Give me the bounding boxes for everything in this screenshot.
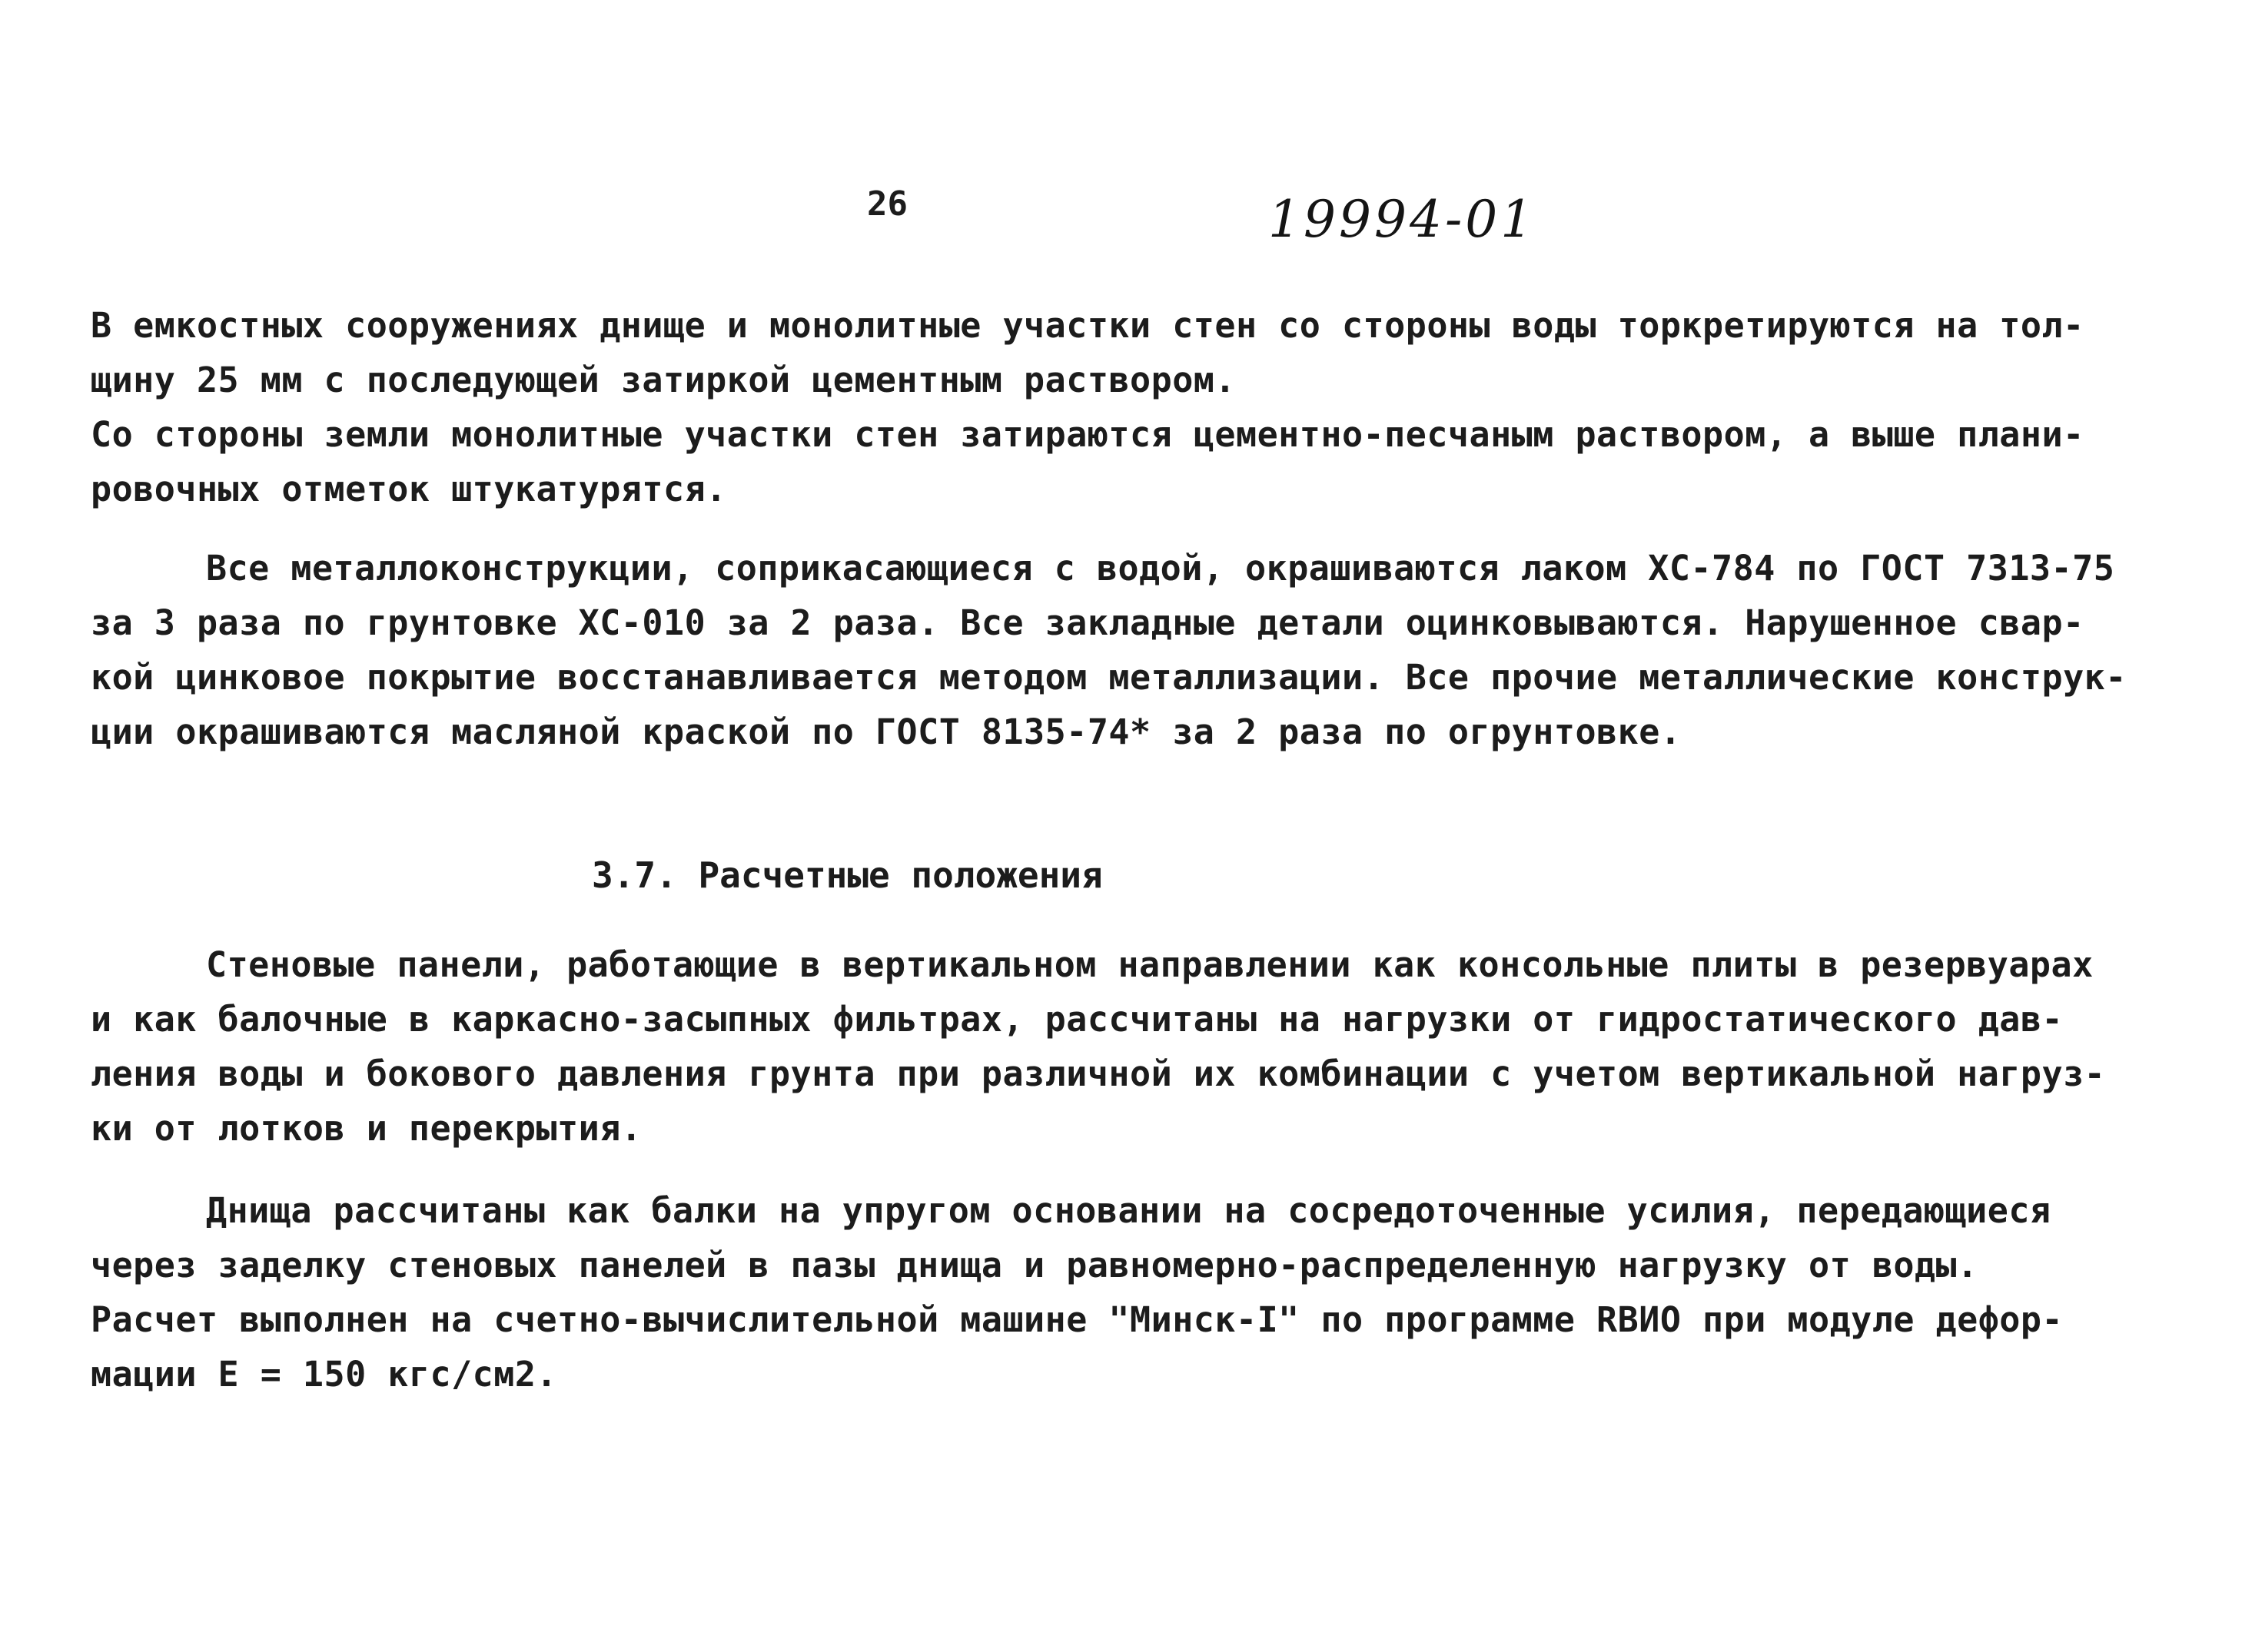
text-line: щину 25 мм с последующей затиркой цементным раствором.: [91, 360, 1236, 400]
text-line: за 3 раза по грунтовке ХС-010 за 2 раза. Все закладные детали оцинковываются. Нарушенное свар-: [91, 602, 2084, 643]
text-line: ции окрашиваются масляной краской по ГОСТ 8135-74* за 2 раза по огрунтовке.: [91, 712, 1682, 752]
text-line: мации Е = 150 кгс/см2.: [91, 1354, 558, 1395]
text-line: В емкостных сооружениях днище и монолитные участки стен со стороны воды торкретируются на тол-: [91, 305, 2084, 346]
page-number: 26: [867, 184, 908, 224]
text-line: Расчет выполнен на счетно-вычислительной машине "Минск-I" по программе RВИО при модуле дефор-: [91, 1299, 2064, 1340]
document-code-handwritten: 19994-01: [1268, 190, 1536, 249]
paragraph-wall-panels: [91, 937, 2166, 1156]
text-line: кой цинковое покрытие восстанавливается методом металлизации. Все прочие металлические конструк-: [91, 657, 2127, 698]
paragraph-metal-coating: [91, 541, 2166, 759]
paragraph-concrete-finishing: [91, 298, 2166, 516]
text-line: Со стороны земли монолитные участки стен затираются цементно-песчаным раствором, а выше плани-: [91, 414, 2084, 455]
paragraph-bottom-slabs: [91, 1183, 2166, 1402]
text-line: через заделку стеновых панелей в пазы днища и равномерно-распределенную нагрузку от воды.: [91, 1245, 1978, 1285]
text-line: Все металлоконструкции, соприкасающиеся с водой, окрашиваются лаком ХС-784 по ГОСТ 7313-75: [206, 548, 2115, 589]
text-line: ровочных отметок штукатурятся.: [91, 469, 727, 509]
text-line: и как балочные в каркасно-засыпных фильтрах, рассчитаны на нагрузки от гидростатического дав-: [91, 999, 2064, 1040]
text-line: Днища рассчитаны как балки на упругом основании на сосредоточенные усилия, передающиеся: [206, 1190, 2051, 1231]
section-heading: 3.7. Расчетные положения: [592, 854, 1103, 896]
text-line: ления воды и бокового давления грунта при различной их комбинации с учетом вертикальной нагруз-: [91, 1053, 2106, 1094]
text-line: Стеновые панели, работающие в вертикальном направлении как консольные плиты в резервуарах: [206, 944, 2094, 985]
text-line: ки от лотков и перекрытия.: [91, 1108, 643, 1149]
